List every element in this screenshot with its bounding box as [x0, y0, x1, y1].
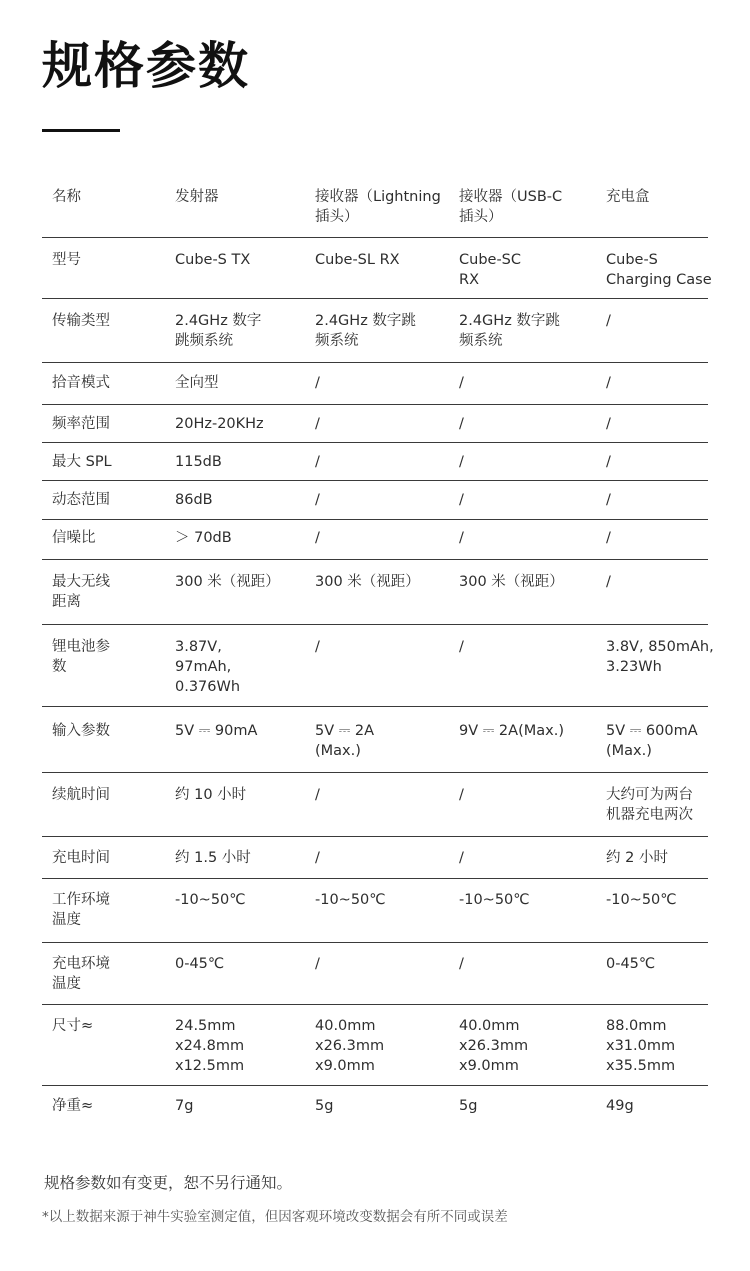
- table-row: [42, 520, 708, 560]
- row-label-cell: 拾音模式: [52, 375, 110, 391]
- table-cell: /: [459, 416, 464, 432]
- footnote-main: 规格参数如有变更，恕不另行通知。: [44, 1174, 293, 1192]
- header-cell-receiver-lightning: 接收器（Lightning 插头）: [315, 189, 441, 225]
- table-cell: /: [459, 492, 464, 508]
- row-label-cell: 尺寸≈: [52, 1018, 94, 1034]
- table-cell: /: [606, 375, 611, 391]
- table-cell: 0-45℃: [606, 956, 656, 972]
- table-cell: 5V ⎓ 90mA: [175, 723, 258, 739]
- table-cell: 5V ⎓ 600mA (Max.): [606, 723, 698, 759]
- table-cell: /: [315, 639, 320, 655]
- table-cell: Cube-SL RX: [315, 252, 400, 268]
- table-cell: /: [459, 850, 464, 866]
- table-cell: 大约可为两台 机器充电两次: [606, 787, 693, 823]
- table-row: [42, 299, 708, 363]
- table-cell: -10~50℃: [315, 892, 386, 908]
- table-cell: 约 10 小时: [175, 787, 247, 803]
- table-row: [42, 943, 708, 1005]
- table-cell: 2.4GHz 数字 跳频系统: [175, 313, 262, 349]
- table-cell: /: [315, 787, 320, 803]
- table-cell: /: [315, 956, 320, 972]
- table-cell: /: [315, 850, 320, 866]
- table-cell: 86dB: [175, 492, 213, 508]
- table-cell: 24.5mm x24.8mm x12.5mm: [175, 1018, 245, 1074]
- table-cell: /: [606, 416, 611, 432]
- row-label-cell: 传输类型: [52, 313, 110, 329]
- table-cell: 40.0mm x26.3mm x9.0mm: [459, 1018, 529, 1074]
- table-cell: /: [459, 530, 464, 546]
- row-label-cell: 锂电池参 数: [52, 639, 110, 675]
- table-row: [42, 560, 708, 625]
- table-row: [42, 238, 712, 299]
- table-cell: 约 2 小时: [606, 850, 668, 866]
- table-cell: /: [315, 375, 320, 391]
- table-cell: /: [606, 454, 611, 470]
- row-label-cell: 续航时间: [52, 787, 110, 803]
- table-row: [42, 879, 708, 943]
- table-cell: 5g: [459, 1098, 478, 1114]
- row-label-cell: 动态范围: [52, 492, 110, 508]
- spec-table: [42, 170, 714, 1134]
- table-cell: 20Hz-20KHz: [175, 416, 264, 432]
- table-cell: 约 1.5 小时: [175, 850, 251, 866]
- table-cell: /: [459, 956, 464, 972]
- row-label-cell: 输入参数: [52, 723, 110, 739]
- table-cell: /: [606, 530, 611, 546]
- table-cell: 3.87V, 97mAh, 0.376Wh: [175, 639, 241, 695]
- table-row: [42, 363, 708, 405]
- table-row: [42, 1086, 708, 1134]
- table-header-row: [42, 170, 708, 238]
- table-cell: 40.0mm x26.3mm x9.0mm: [315, 1018, 385, 1074]
- table-cell: 2.4GHz 数字跳 频系统: [459, 313, 560, 349]
- table-row: [42, 1005, 708, 1086]
- table-cell: 0-45℃: [175, 956, 225, 972]
- footnote-sub: *以上数据来源于神牛实验室测定值，但因客观环境改变数据会有所不同或误差: [42, 1209, 508, 1225]
- table-cell: /: [459, 639, 464, 655]
- table-cell: /: [459, 375, 464, 391]
- table-row: [42, 773, 708, 837]
- table-cell: -10~50℃: [459, 892, 530, 908]
- table-cell: 300 米（视距）: [315, 574, 420, 590]
- row-label-cell: 最大 SPL: [52, 454, 112, 470]
- table-row: [42, 837, 708, 879]
- row-label-cell: 充电时间: [52, 850, 110, 866]
- table-cell: /: [606, 492, 611, 508]
- table-cell: /: [315, 416, 320, 432]
- table-cell: Cube-SC RX: [459, 252, 522, 288]
- table-cell: Cube-S TX: [175, 252, 251, 268]
- table-cell: 全向型: [175, 375, 219, 391]
- table-cell: /: [315, 492, 320, 508]
- table-cell: 115dB: [175, 454, 222, 470]
- table-cell: /: [459, 787, 464, 803]
- header-cell-transmitter: 发射器: [175, 189, 219, 205]
- table-cell: /: [315, 530, 320, 546]
- page-title: 规格参数: [42, 37, 250, 95]
- table-cell: 3.8V, 850mAh, 3.23Wh: [606, 639, 714, 675]
- header-cell-name: 名称: [52, 189, 81, 205]
- table-cell: 88.0mm x31.0mm x35.5mm: [606, 1018, 676, 1074]
- table-cell: ＞ 70dB: [175, 530, 232, 546]
- table-cell: /: [606, 574, 611, 590]
- header-cell-charging-case: 充电盒: [606, 189, 650, 205]
- table-cell: Cube-S Charging Case: [606, 252, 712, 288]
- table-cell: -10~50℃: [606, 892, 677, 908]
- title-underline: [42, 129, 120, 132]
- table-row: [42, 625, 714, 707]
- table-row: [42, 707, 708, 773]
- table-cell: 7g: [175, 1098, 194, 1114]
- row-label-cell: 信噪比: [52, 530, 96, 546]
- table-cell: 49g: [606, 1098, 634, 1114]
- table-cell: 9V ⎓ 2A(Max.): [459, 723, 564, 739]
- table-cell: 300 米（视距）: [175, 574, 280, 590]
- table-cell: /: [315, 454, 320, 470]
- table-row: [42, 443, 708, 481]
- row-label-cell: 型号: [52, 252, 81, 268]
- row-label-cell: 最大无线 距离: [52, 574, 110, 610]
- row-label-cell: 充电环境 温度: [52, 956, 110, 992]
- row-label-cell: 频率范围: [52, 416, 110, 432]
- table-cell: 5V ⎓ 2A (Max.): [315, 723, 375, 759]
- row-label-cell: 工作环境 温度: [52, 892, 110, 928]
- table-cell: 300 米（视距）: [459, 574, 564, 590]
- header-cell-receiver-usbc: 接收器（USB-C 插头）: [459, 189, 563, 225]
- table-cell: -10~50℃: [175, 892, 246, 908]
- row-label-cell: 净重≈: [52, 1098, 94, 1114]
- table-cell: 2.4GHz 数字跳 频系统: [315, 313, 416, 349]
- table-row: [42, 405, 708, 443]
- table-cell: 5g: [315, 1098, 334, 1114]
- table-cell: /: [606, 313, 611, 329]
- table-row: [42, 481, 708, 520]
- table-cell: /: [459, 454, 464, 470]
